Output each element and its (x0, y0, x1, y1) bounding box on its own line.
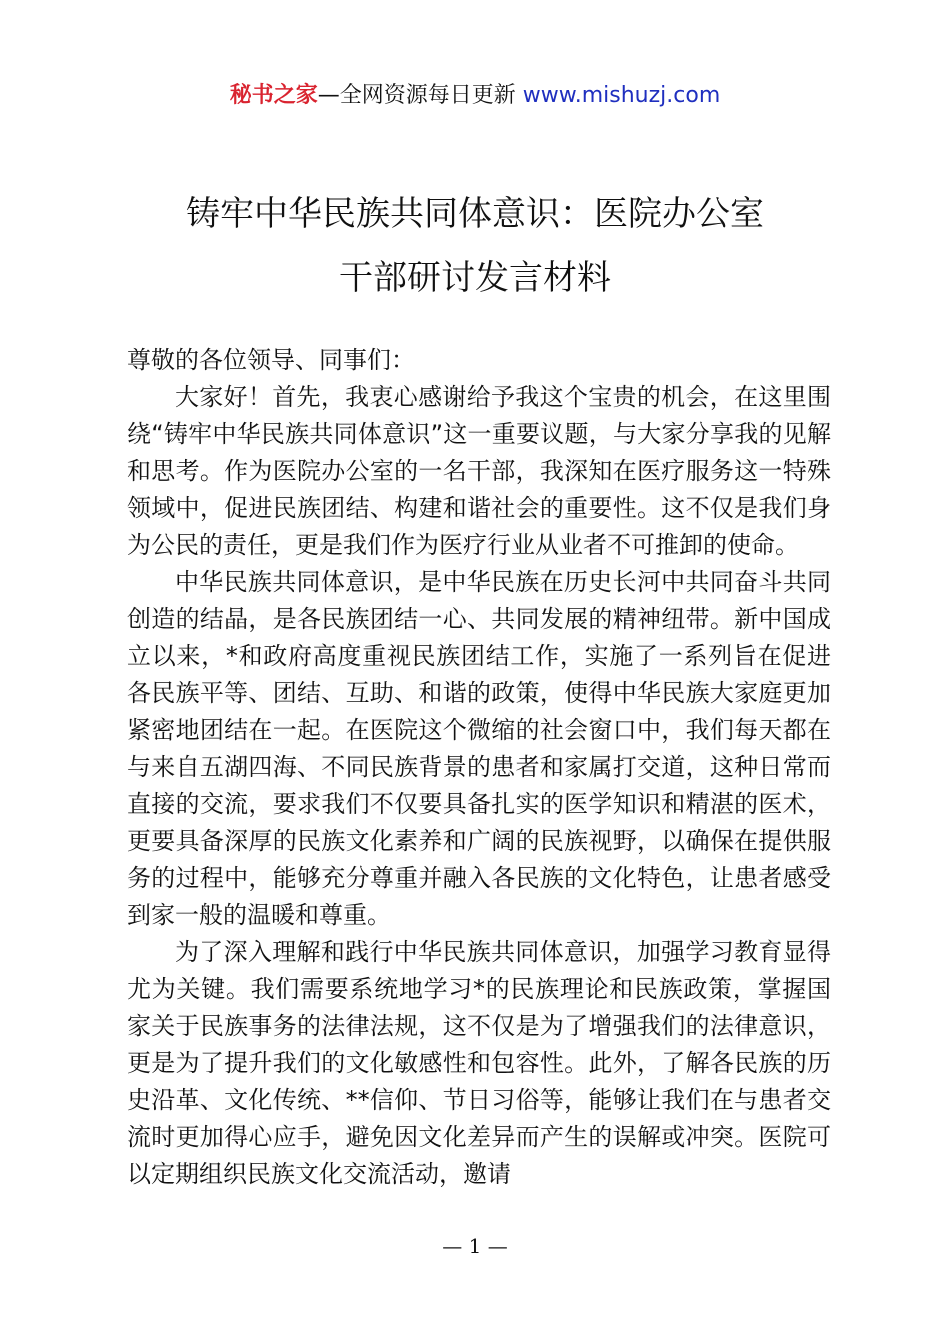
title-line-2: 干部研讨发言材料 (339, 258, 611, 298)
page-number: 1 (468, 1234, 482, 1258)
site-tagline: —全网资源每日更新 (317, 83, 523, 108)
document-title (0, 182, 950, 310)
site-brand: 秘书之家 (229, 83, 318, 108)
paragraph-2: 中华民族共同体意识，是中华民族在历史长河中共同奋斗共同创造的结晶，是各民族团结一心、共同发展的精神纽带。新中国成立以来，*和政府高度重视民族团结工作，实施了一系列旨在促进各民族平等、团结、互助、和谐的政策，使得中华民族大家庭更加紧密地团结在一起。在医院这个微缩的社会窗口中，我们每天都在与来自五湖四海、不同民族背景的患者和家属打交道，这种日常而直接的交流，要求我们不仅要具备扎实的医学知识和精湛的医术，更要具备深厚的民族文化素养和广阔的民族视野，以确保在提供服务的过程中，能够充分尊重并融入各民族的文化特色，让患者感受到家一般的温暖和尊重。 (127, 568, 831, 929)
title-line-1: 铸牢中华民族共同体意识：医院办公室 (186, 194, 764, 234)
site-header (0, 80, 950, 112)
salutation: 尊敬的各位领导、同事们： (127, 346, 415, 374)
paragraph-1: 大家好！首先，我衷心感谢给予我这个宝贵的机会，在这里围绕“铸牢中华民族共同体意识”这一重要议题，与大家分享我的见解和思考。作为医院办公室的一名干部，我深知在医疗服务这一特殊领域中，促进民族团结、构建和谐社会的重要性。这不仅是我们身为公民的责任，更是我们作为医疗行业从业者不可推卸的使命。 (127, 383, 831, 559)
footer-dash-left: — (442, 1234, 463, 1258)
footer-dash-right: — (487, 1234, 508, 1258)
paragraph-3: 为了深入理解和践行中华民族共同体意识，加强学习教育显得尤为关键。我们需要系统地学习*的民族理论和民族政策，掌握国家关于民族事务的法律法规，这不仅是为了增强我们的法律意识，更是为了提升我们的文化敏感性和包容性。此外，了解各民族的历史沿革、文化传统、**信仰、节日习俗等，能够让我们在与患者交流时更加得心应手，避免因文化差异而产生的误解或冲突。医院可以定期组织民族文化交流活动，邀请 (127, 938, 831, 1188)
document-body (127, 342, 831, 1193)
page-footer (0, 1232, 950, 1260)
site-url: www.mishuzj.com (522, 83, 721, 108)
